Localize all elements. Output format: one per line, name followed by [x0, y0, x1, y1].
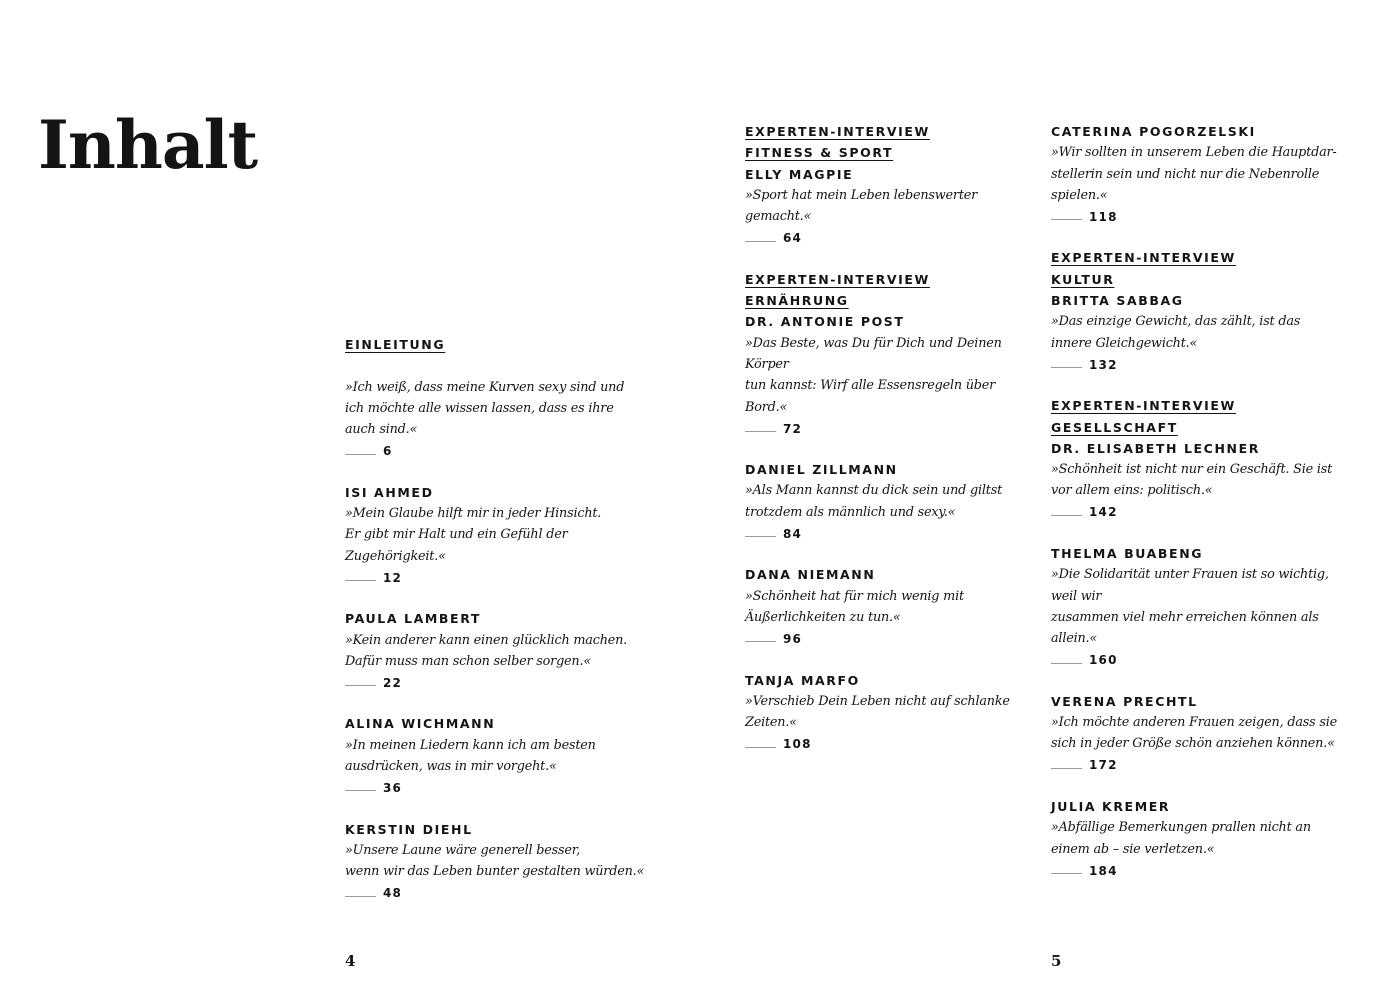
heading-text: DANA NIEMANN: [745, 567, 876, 583]
leader-line: [345, 896, 376, 897]
leader-line: [345, 790, 376, 791]
heading-text: VERENA PRECHTL: [1051, 693, 1198, 709]
toc-column-middle: [745, 121, 1035, 755]
leader-line: [745, 641, 776, 642]
page-reference: [745, 733, 1035, 754]
heading-text: ISI AHMED: [345, 484, 434, 500]
heading-text: THELMA BUABENG: [1051, 546, 1204, 562]
page-number: 142: [1089, 505, 1118, 520]
leader-line: [1051, 663, 1082, 664]
page-number: 118: [1089, 209, 1118, 224]
page-reference: [1051, 502, 1351, 523]
heading-text: ELLY MAGPIE: [745, 166, 854, 182]
toc-entry[interactable]: [745, 269, 1035, 439]
heading-text: PAULA LAMBERT: [345, 611, 481, 627]
entry-quote: »Unsere Laune wäre generell besser, wenn wir das Leben bunter gestalten würden.«: [345, 842, 645, 880]
toc-entry[interactable]: [345, 713, 645, 798]
leader-line: [1051, 219, 1082, 220]
page-number: 6: [383, 444, 393, 459]
page-reference: [745, 628, 1035, 649]
heading-text: EXPERTEN-INTERVIEW: [1051, 250, 1236, 266]
entry-name: [1051, 438, 1351, 459]
entry-quote: »Die Solidarität unter Frauen ist so wichtig, weil wir zusammen viel mehr erreichen können als allein.«: [1051, 567, 1329, 647]
entry-name: [745, 311, 1035, 332]
page-number: 48: [383, 886, 403, 901]
entry-quote: »In meinen Liedern kann ich am besten ausdrücken, was in mir vorgeht.«: [345, 737, 596, 775]
heading-text: DR. ANTONIE POST: [745, 314, 905, 330]
heading-text: BRITTA SABBAG: [1051, 293, 1184, 309]
entry-quote: »Als Mann kannst du dick sein und giltst trotzdem als männlich und sexy.«: [745, 483, 1003, 520]
section-heading: [1051, 247, 1351, 268]
heading-text: KULTUR: [1051, 271, 1115, 287]
toc-entry[interactable]: [1051, 543, 1351, 671]
toc-entry[interactable]: [745, 564, 1035, 649]
page-number: 22: [383, 675, 403, 690]
toc-entry[interactable]: [345, 819, 645, 904]
entry-name: [1051, 121, 1351, 142]
entry-name: [345, 713, 645, 734]
entry-name: [1051, 290, 1351, 311]
entry-quote: »Schönheit hat für mich wenig mit Äußerlichkeiten zu tun.«: [745, 588, 964, 625]
heading-text: EINLEITUNG: [345, 337, 446, 352]
entry-name: [1051, 543, 1351, 564]
section-heading: [745, 142, 1035, 163]
section-heading: [1051, 395, 1351, 416]
page-reference: [345, 567, 645, 588]
heading-text: EXPERTEN-INTERVIEW: [745, 124, 930, 139]
page-number: 84: [783, 526, 803, 541]
leader-line: [1051, 768, 1082, 769]
page-number-left: 4: [345, 952, 356, 970]
section-heading: [745, 269, 1035, 290]
page-reference: [1051, 860, 1351, 881]
toc-entry[interactable]: [745, 459, 1035, 544]
heading-text: EXPERTEN-INTERVIEW: [745, 271, 930, 287]
entry-quote: »Sport hat mein Leben lebenswerter gemacht.«: [745, 187, 978, 225]
toc-entry[interactable]: [345, 334, 645, 462]
toc-entry[interactable]: [1051, 691, 1351, 776]
heading-text: EXPERTEN-INTERVIEW: [1051, 398, 1236, 414]
entry-name: [1051, 796, 1351, 817]
entry-quote: »Schönheit ist nicht nur ein Geschäft. Sie ist vor allem eins: politisch.«: [1051, 462, 1333, 499]
page-reference: [1051, 650, 1351, 671]
toc-entry[interactable]: [1051, 796, 1351, 881]
leader-line: [345, 454, 376, 455]
toc-entry[interactable]: [1051, 395, 1351, 523]
page-number: 12: [383, 570, 403, 585]
page-number: 72: [783, 421, 803, 436]
page-reference: [745, 523, 1035, 544]
entry-name: [345, 819, 645, 840]
page-title: Inhalt: [38, 106, 258, 184]
leader-line: [1051, 873, 1082, 874]
page-reference: [345, 672, 645, 693]
page-reference: [345, 440, 645, 461]
entry-name: [745, 164, 1035, 185]
section-heading: [1051, 269, 1351, 290]
entry-quote: »Das einzige Gewicht, das zählt, ist das innere Gleichgewicht.«: [1051, 314, 1301, 351]
heading-text: TANJA MARFO: [745, 672, 860, 688]
section-heading: [1051, 417, 1351, 438]
page-number: 36: [383, 780, 403, 795]
heading-text: ERNÄHRUNG: [745, 293, 849, 309]
entry-quote: »Abfällige Bemerkungen prallen nicht an einem ab – sie verletzen.«: [1051, 820, 1311, 857]
entry-quote: »Das Beste, was Du für Dich und Deinen Körper tun kannst: Wirf alle Essensregeln über Bord.«: [745, 335, 1002, 415]
entry-quote: »Verschieb Dein Leben nicht auf schlanke Zeiten.«: [745, 693, 1010, 731]
page-reference: [1051, 354, 1351, 375]
leader-line: [1051, 515, 1082, 516]
leader-line: [745, 241, 776, 242]
toc-entry[interactable]: [1051, 247, 1351, 375]
page-number: 64: [783, 231, 803, 246]
heading-text: DANIEL ZILLMANN: [745, 462, 898, 478]
heading-text: GESELLSCHAFT: [1051, 419, 1178, 435]
section-heading: [745, 121, 1035, 142]
page-reference: [745, 227, 1035, 248]
heading-text: ALINA WICHMANN: [345, 716, 496, 732]
entry-quote: »Ich möchte anderen Frauen zeigen, dass sie sich in jeder Größe schön anziehen können.«: [1051, 715, 1337, 752]
heading-text: CATERINA POGORZELSKI: [1051, 124, 1256, 139]
leader-line: [745, 747, 776, 748]
toc-entry[interactable]: [345, 608, 645, 693]
entry-name: [745, 564, 1035, 585]
toc-entry[interactable]: [745, 670, 1035, 755]
entry-name: [345, 608, 645, 629]
page-number-right: 5: [1051, 952, 1062, 970]
heading-text: FITNESS & SPORT: [745, 145, 894, 161]
page-number: 132: [1089, 357, 1118, 372]
entry-quote: »Kein anderer kann einen glücklich machen. Dafür muss man schon selber sorgen.«: [345, 632, 628, 669]
entry-quote: »Wir sollten in unserem Leben die Hauptdar- stellerin sein und nicht nur die Nebenrolle spielen.«: [1051, 145, 1337, 203]
toc-entry[interactable]: [1051, 121, 1351, 227]
entry-name: [1051, 691, 1351, 712]
entry-quote: »Ich weiß, dass meine Kurven sexy sind und ich möchte alle wissen lassen, dass es ihre auch sind.«: [345, 379, 625, 438]
entry-quote: »Mein Glaube hilft mir in jeder Hinsicht. Er gibt mir Halt und ein Gefühl der Zugehörigkeit.«: [345, 506, 602, 564]
heading-text: JULIA KREMER: [1051, 799, 1171, 815]
leader-line: [345, 685, 376, 686]
page-number: 96: [783, 631, 803, 646]
page-number: 172: [1089, 758, 1118, 773]
page-reference: [745, 418, 1035, 439]
toc-column-right: [1051, 121, 1351, 881]
heading-text: KERSTIN DIEHL: [345, 821, 473, 837]
page-reference: [345, 777, 645, 798]
section-heading: [345, 334, 645, 355]
toc-entry[interactable]: [745, 121, 1035, 249]
entry-name: [345, 482, 645, 503]
toc-column-left: [345, 334, 645, 904]
page-number: 108: [783, 737, 812, 752]
heading-text: DR. ELISABETH LECHNER: [1051, 440, 1260, 456]
page-number: 184: [1089, 863, 1118, 878]
entry-name: [745, 459, 1035, 480]
leader-line: [745, 536, 776, 537]
toc-entry[interactable]: [345, 482, 645, 588]
leader-line: [345, 580, 376, 581]
page-reference: [1051, 206, 1351, 227]
leader-line: [745, 431, 776, 432]
leader-line: [1051, 367, 1082, 368]
page-reference: [345, 883, 645, 904]
section-heading: [745, 290, 1035, 311]
page-reference: [1051, 755, 1351, 776]
entry-name: [745, 670, 1035, 691]
page-number: 160: [1089, 653, 1118, 668]
